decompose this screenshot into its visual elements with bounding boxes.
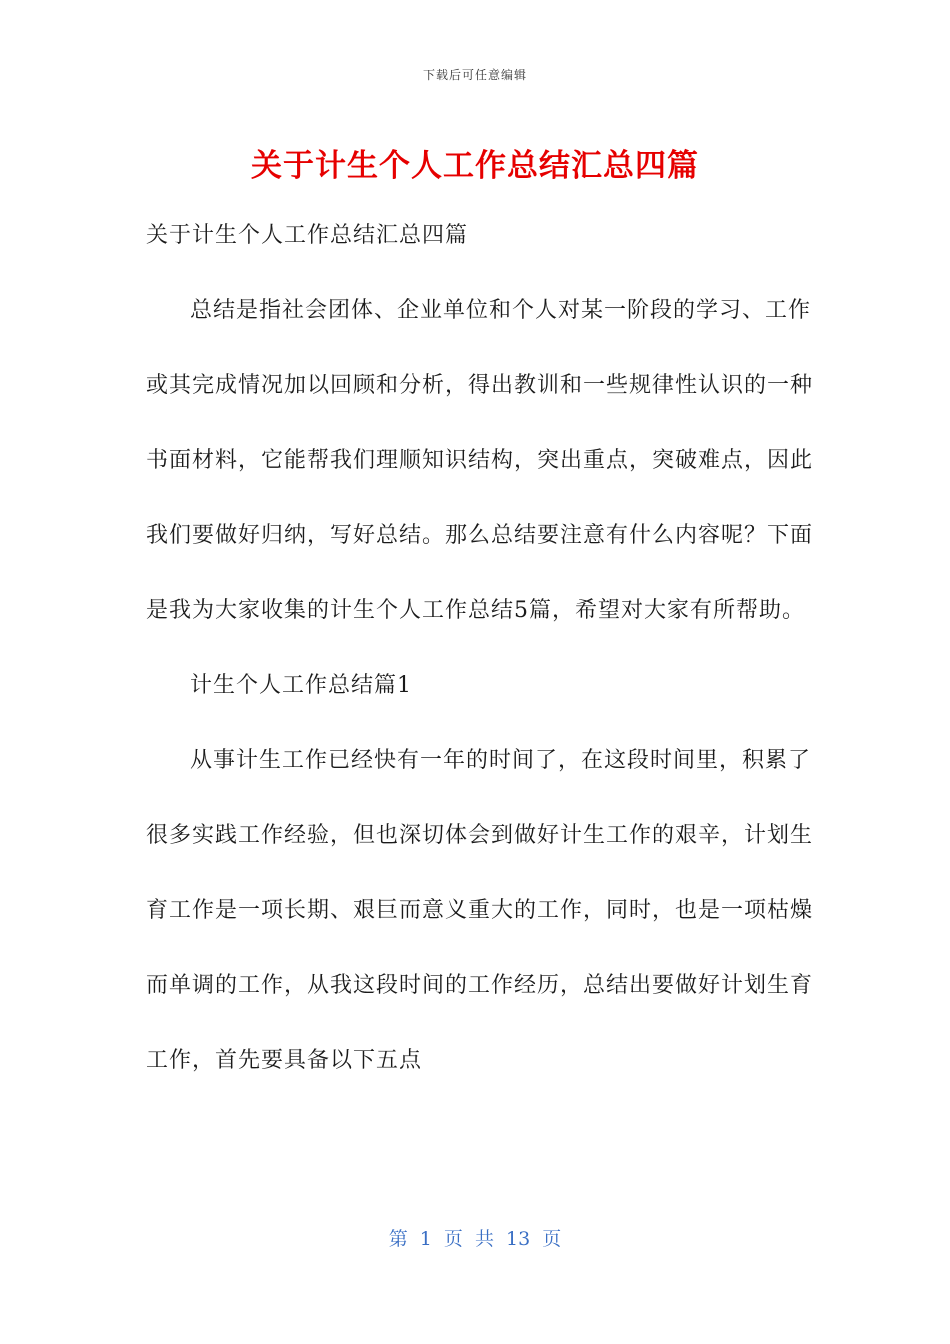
document-title: 关于计生个人工作总结汇总四篇 xyxy=(251,148,699,184)
section-heading: 计生个人工作总结篇1 xyxy=(190,673,412,698)
body-paragraph: 从事计生工作已经快有一年的时间了，在这段时间里，积累了很多实践工作经验，但也深切体会到做好计生工作的艰辛，计划生育工作是一项长期、艰巨而意义重大的工作，同时，也是一项枯燥而单调的工作，从我这段时间的工作经历，总结出要做好计划生育工作，首先要具备以下五点 xyxy=(146,748,814,1073)
intro-paragraph: 总结是指社会团体、企业单位和个人对某一阶段的学习、工作或其完成情况加以回顾和分析，得出教训和一些规律性认识的一种书面材料，它能帮我们理顺知识结构，突出重点，突破难点，因此我们要做好归纳，写好总结。那么总结要注意有什么内容呢？下面是我为大家收集的计生个人工作总结5篇，希望对大家有所帮助。 xyxy=(146,298,814,623)
document-subtitle: 关于计生个人工作总结汇总四篇 xyxy=(146,223,469,248)
document-body xyxy=(146,198,826,1098)
page-number-footer: 第 1 页 共 13 页 xyxy=(388,1228,562,1250)
page-header-note: 下载后可任意编辑 xyxy=(422,68,527,82)
